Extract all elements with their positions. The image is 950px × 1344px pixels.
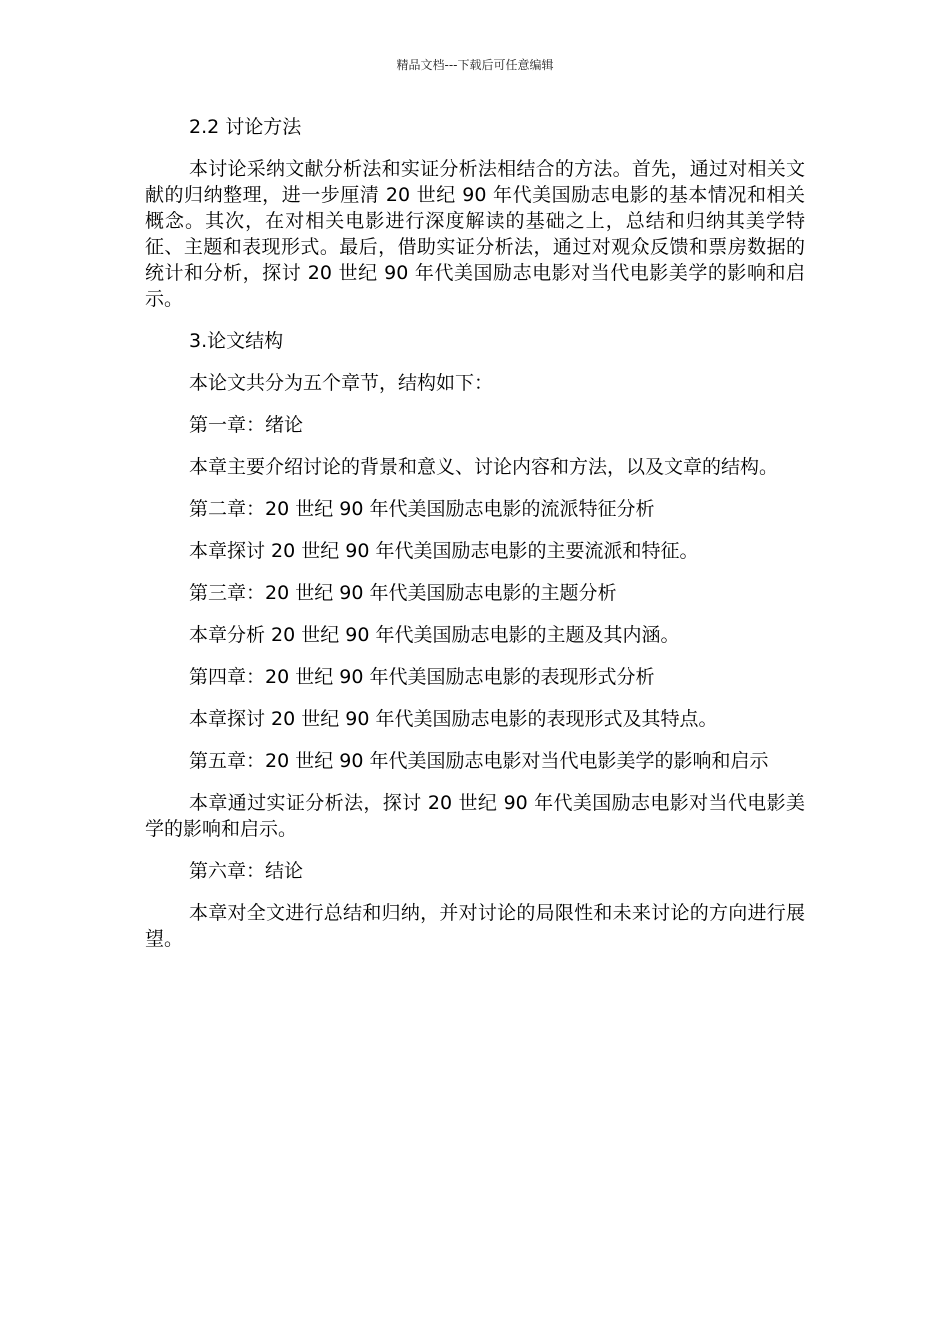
chapter-title-3: 第三章：20 世纪 90 年代美国励志电影的主题分析: [189, 582, 617, 604]
chapter-desc-2: 本章探讨 20 世纪 90 年代美国励志电影的主要流派和特征。: [189, 540, 699, 562]
chapter-title-2: 第二章：20 世纪 90 年代美国励志电影的流派特征分析: [189, 498, 655, 520]
chapter-title-4: 第四章：20 世纪 90 年代美国励志电影的表现形式分析: [189, 666, 655, 688]
chapter-desc-6: 本章对全文进行总结和归纳，并对讨论的局限性和未来讨论的方向进行展望。: [145, 902, 805, 950]
section-heading-structure: 3.论文结构: [189, 330, 284, 352]
chapter-desc-5: 本章通过实证分析法，探讨 20 世纪 90 年代美国励志电影对当代电影美学的影响和启示。: [145, 792, 805, 840]
document-body: [145, 114, 805, 952]
page-header: 精品文档---下载后可任意编辑: [396, 58, 554, 72]
section-heading-methods: 2.2 讨论方法: [189, 116, 302, 138]
chapter-desc-1: 本章主要介绍讨论的背景和意义、讨论内容和方法，以及文章的结构。: [189, 456, 779, 478]
chapter-desc-3: 本章分析 20 世纪 90 年代美国励志电影的主题及其内涵。: [189, 624, 680, 646]
chapter-desc-4: 本章探讨 20 世纪 90 年代美国励志电影的表现形式及其特点。: [189, 708, 718, 730]
paragraph-structure-intro: 本论文共分为五个章节，结构如下：: [189, 372, 494, 394]
chapter-title-1: 第一章：绪论: [189, 414, 304, 436]
paragraph-methods: 本讨论采纳文献分析法和实证分析法相结合的方法。首先，通过对相关文献的归纳整理，进一步厘清 20 世纪 90 年代美国励志电影的基本情况和相关概念。其次，在对相关电影进行深度解读的基础之上，总结和归纳其美学特征、主题和表现形式。最后，借助实证分析法，通过对观众反馈和票房数据的统计和分析，探讨 20 世纪 90 年代美国励志电影对当代电影美学的影响和启示。: [145, 158, 805, 310]
chapter-title-5: 第五章：20 世纪 90 年代美国励志电影对当代电影美学的影响和启示: [189, 750, 769, 772]
chapter-title-6: 第六章：结论: [189, 860, 304, 882]
